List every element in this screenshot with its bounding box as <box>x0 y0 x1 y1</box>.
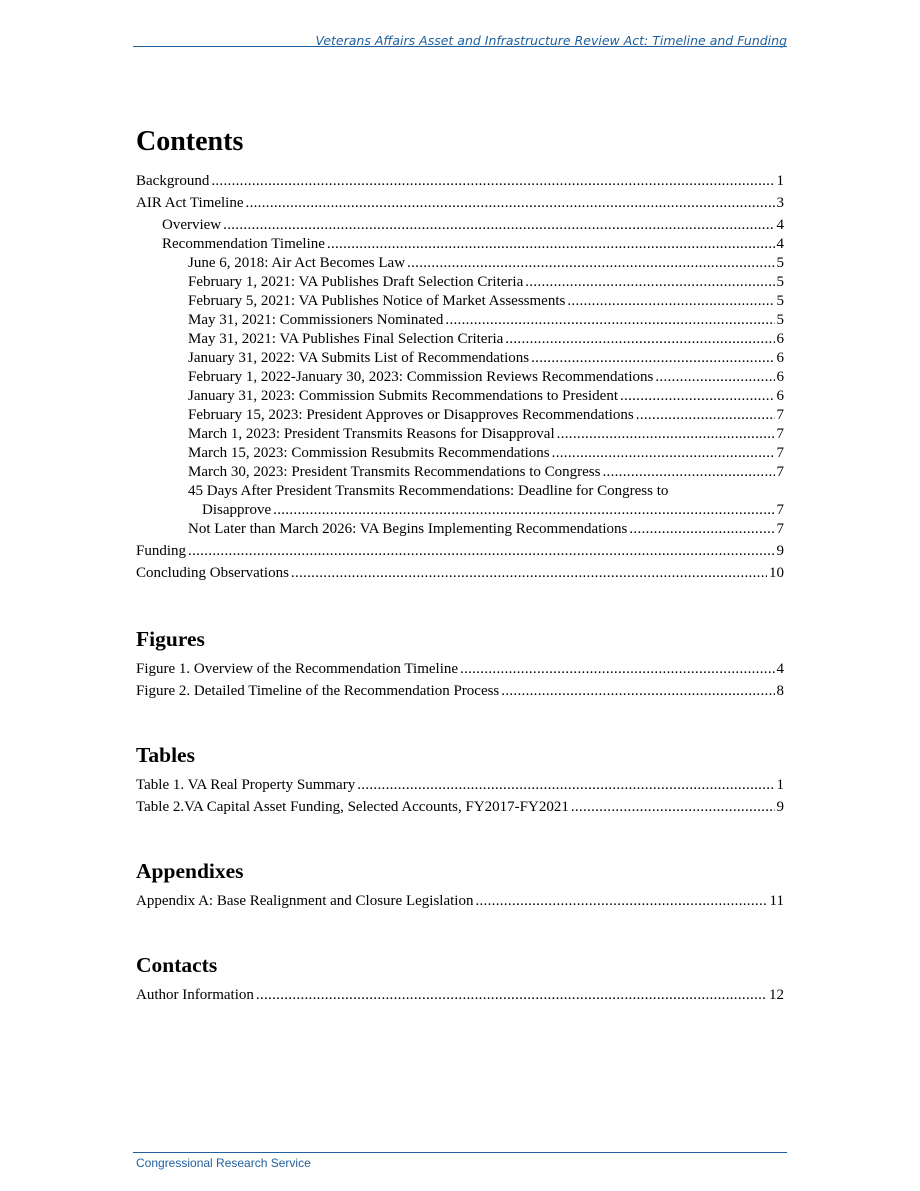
dot-leader <box>188 542 774 561</box>
tables-heading: Tables <box>136 743 195 767</box>
toc-entry-page: 5 <box>776 274 784 290</box>
toc-entry-commission-reviews[interactable] <box>136 368 784 387</box>
toc-entry-title: February 1, 2021: VA Publishes Draft Selection Criteria <box>188 274 524 290</box>
toc-entry-page: 7 <box>776 426 784 442</box>
list-item-page: 1 <box>776 777 784 793</box>
toc-entry-page: 7 <box>776 464 784 480</box>
toc-entry-title: January 31, 2022: VA Submits List of Recommendations <box>188 350 530 366</box>
contacts-list <box>136 986 784 1005</box>
list-item-page: 8 <box>776 683 784 699</box>
dot-leader <box>552 444 775 463</box>
tables-list <box>136 776 784 817</box>
header-rule <box>133 46 787 47</box>
toc-entry-title: March 15, 2023: Commission Resubmits Recommendations <box>188 445 550 461</box>
dot-leader <box>620 387 775 406</box>
figures-list <box>136 660 784 701</box>
dot-leader <box>327 235 775 254</box>
toc-entry-title: January 31, 2023: Commission Submits Recommendations to President <box>188 388 618 404</box>
toc-entry-title: Concluding Observations <box>136 565 289 581</box>
toc-entry-title: Background <box>136 173 210 189</box>
list-item-title: Table 2.VA Capital Asset Funding, Selected Accounts, FY2017-FY2021 <box>136 799 569 815</box>
dot-leader <box>602 463 774 482</box>
list-item-figure-1[interactable] <box>136 660 784 679</box>
toc-entry-page: 1 <box>776 173 784 189</box>
dot-leader <box>246 194 775 213</box>
figures-heading: Figures <box>136 627 205 651</box>
dot-leader <box>531 349 774 368</box>
toc-entry-commission-resubmits[interactable] <box>136 444 784 463</box>
dot-leader <box>567 292 774 311</box>
toc-entry-page: 6 <box>776 369 784 385</box>
dot-leader <box>291 564 767 583</box>
toc-entry-page: 7 <box>776 445 784 461</box>
list-item-title: Figure 1. Overview of the Recommendation Timeline <box>136 661 459 677</box>
toc-entry-page: 10 <box>769 565 784 581</box>
list-item-page: 11 <box>769 893 784 909</box>
toc-entry-page: 4 <box>776 217 784 233</box>
list-item-figure-2[interactable] <box>136 682 784 701</box>
contacts-heading: Contacts <box>136 953 218 977</box>
toc-entry-title-line1: 45 Days After President Transmits Recommendations: Deadline for Congress to <box>188 483 669 499</box>
toc-entry-page: 5 <box>776 255 784 271</box>
list-item-author-information[interactable] <box>136 986 784 1005</box>
toc-entry-title: February 1, 2022-January 30, 2023: Commission Reviews Recommendations <box>188 369 654 385</box>
toc-entry-page: 7 <box>776 407 784 423</box>
toc-entry-market-assessments[interactable] <box>136 292 784 311</box>
toc-entry-title: AIR Act Timeline <box>136 195 244 211</box>
dot-leader <box>273 501 774 520</box>
toc-entry-deadline-for-congress[interactable] <box>136 482 784 520</box>
toc-entry-commissioners-nominated[interactable] <box>136 311 784 330</box>
footer-rule <box>133 1152 787 1153</box>
toc-entry-page: 9 <box>776 543 784 559</box>
list-item-title: Table 1. VA Real Property Summary <box>136 777 356 793</box>
dot-leader <box>445 311 774 330</box>
list-item-page: 12 <box>769 987 784 1003</box>
toc-entry-page: 3 <box>776 195 784 211</box>
toc-entry-draft-selection-criteria[interactable] <box>136 273 784 292</box>
toc-entry-recommendation-timeline[interactable] <box>136 235 784 254</box>
toc-entry-list-of-recommendations[interactable] <box>136 349 784 368</box>
dot-leader <box>357 776 774 795</box>
toc-entry-air-act-becomes-law[interactable] <box>136 254 784 273</box>
toc-entry-title: Funding <box>136 543 187 559</box>
list-item-title: Author Information <box>136 987 254 1003</box>
toc-entry-title: May 31, 2021: Commissioners Nominated <box>188 312 444 328</box>
toc-entry-commission-submits[interactable] <box>136 387 784 406</box>
running-header-title: Veterans Affairs Asset and Infrastructure Review Act: Timeline and Funding <box>315 33 787 48</box>
toc-entry-concluding-observations[interactable] <box>136 564 784 583</box>
toc-entry-page: 5 <box>776 293 784 309</box>
dot-leader <box>211 172 774 191</box>
toc-entry-title: May 31, 2021: VA Publishes Final Selection Criteria <box>188 331 504 347</box>
toc-entry-president-approves[interactable] <box>136 406 784 425</box>
list-item-title: Appendix A: Base Realignment and Closure Legislation <box>136 893 474 909</box>
appendixes-list <box>136 892 784 911</box>
toc-entry-title: March 30, 2023: President Transmits Recommendations to Congress <box>188 464 601 480</box>
toc-entry-title: June 6, 2018: Air Act Becomes Law <box>188 255 406 271</box>
toc-entry-funding[interactable] <box>136 542 784 561</box>
toc-entry-reasons-for-disapproval[interactable] <box>136 425 784 444</box>
dot-leader <box>571 798 775 817</box>
toc-entry-final-selection-criteria[interactable] <box>136 330 784 349</box>
contents-heading: Contents <box>136 126 244 157</box>
dot-leader <box>223 216 774 235</box>
toc-entry-page: 7 <box>776 521 784 537</box>
toc-entry-page: 4 <box>776 236 784 252</box>
toc-entry-title-line2: Disapprove <box>202 502 272 518</box>
list-item-page: 4 <box>776 661 784 677</box>
toc-entry-background[interactable] <box>136 172 784 191</box>
toc-entry-air-act-timeline[interactable] <box>136 194 784 213</box>
dot-leader <box>501 682 774 701</box>
toc-entry-page: 5 <box>776 312 784 328</box>
dot-leader <box>256 986 767 1005</box>
list-item-page: 9 <box>776 799 784 815</box>
dot-leader <box>629 520 774 539</box>
dot-leader <box>655 368 774 387</box>
toc-entry-title: Not Later than March 2026: VA Begins Implementing Recommendations <box>188 521 628 537</box>
dot-leader <box>557 425 775 444</box>
dot-leader <box>460 660 774 679</box>
toc-entry-title: February 15, 2023: President Approves or Disapproves Recommendations <box>188 407 634 423</box>
list-item-table-1[interactable] <box>136 776 784 795</box>
dot-leader <box>505 330 774 349</box>
dot-leader <box>636 406 775 425</box>
toc-entry-va-begins-implementing[interactable] <box>136 520 784 539</box>
toc-entry-overview[interactable] <box>136 216 784 235</box>
list-item-title: Figure 2. Detailed Timeline of the Recommendation Process <box>136 683 500 699</box>
toc-entry-title: Overview <box>162 217 222 233</box>
toc-entry-page: 6 <box>776 331 784 347</box>
dot-leader <box>475 892 767 911</box>
list-item-appendix-a[interactable] <box>136 892 784 911</box>
toc-entry-title: March 1, 2023: President Transmits Reasons for Disapproval <box>188 426 555 442</box>
toc-entry-page: 7 <box>776 502 784 518</box>
appendixes-heading: Appendixes <box>136 859 244 883</box>
toc-entry-title: Recommendation Timeline <box>162 236 325 252</box>
toc-entry-page: 6 <box>776 350 784 366</box>
toc-entry-page: 6 <box>776 388 784 404</box>
dot-leader <box>407 254 774 273</box>
toc-entry-president-transmits-to-congress[interactable] <box>136 463 784 482</box>
footer-organization: Congressional Research Service <box>136 1156 311 1170</box>
contents-list <box>136 172 784 583</box>
toc-entry-title: February 5, 2021: VA Publishes Notice of Market Assessments <box>188 293 566 309</box>
dot-leader <box>525 273 774 292</box>
list-item-table-2[interactable] <box>136 798 784 817</box>
